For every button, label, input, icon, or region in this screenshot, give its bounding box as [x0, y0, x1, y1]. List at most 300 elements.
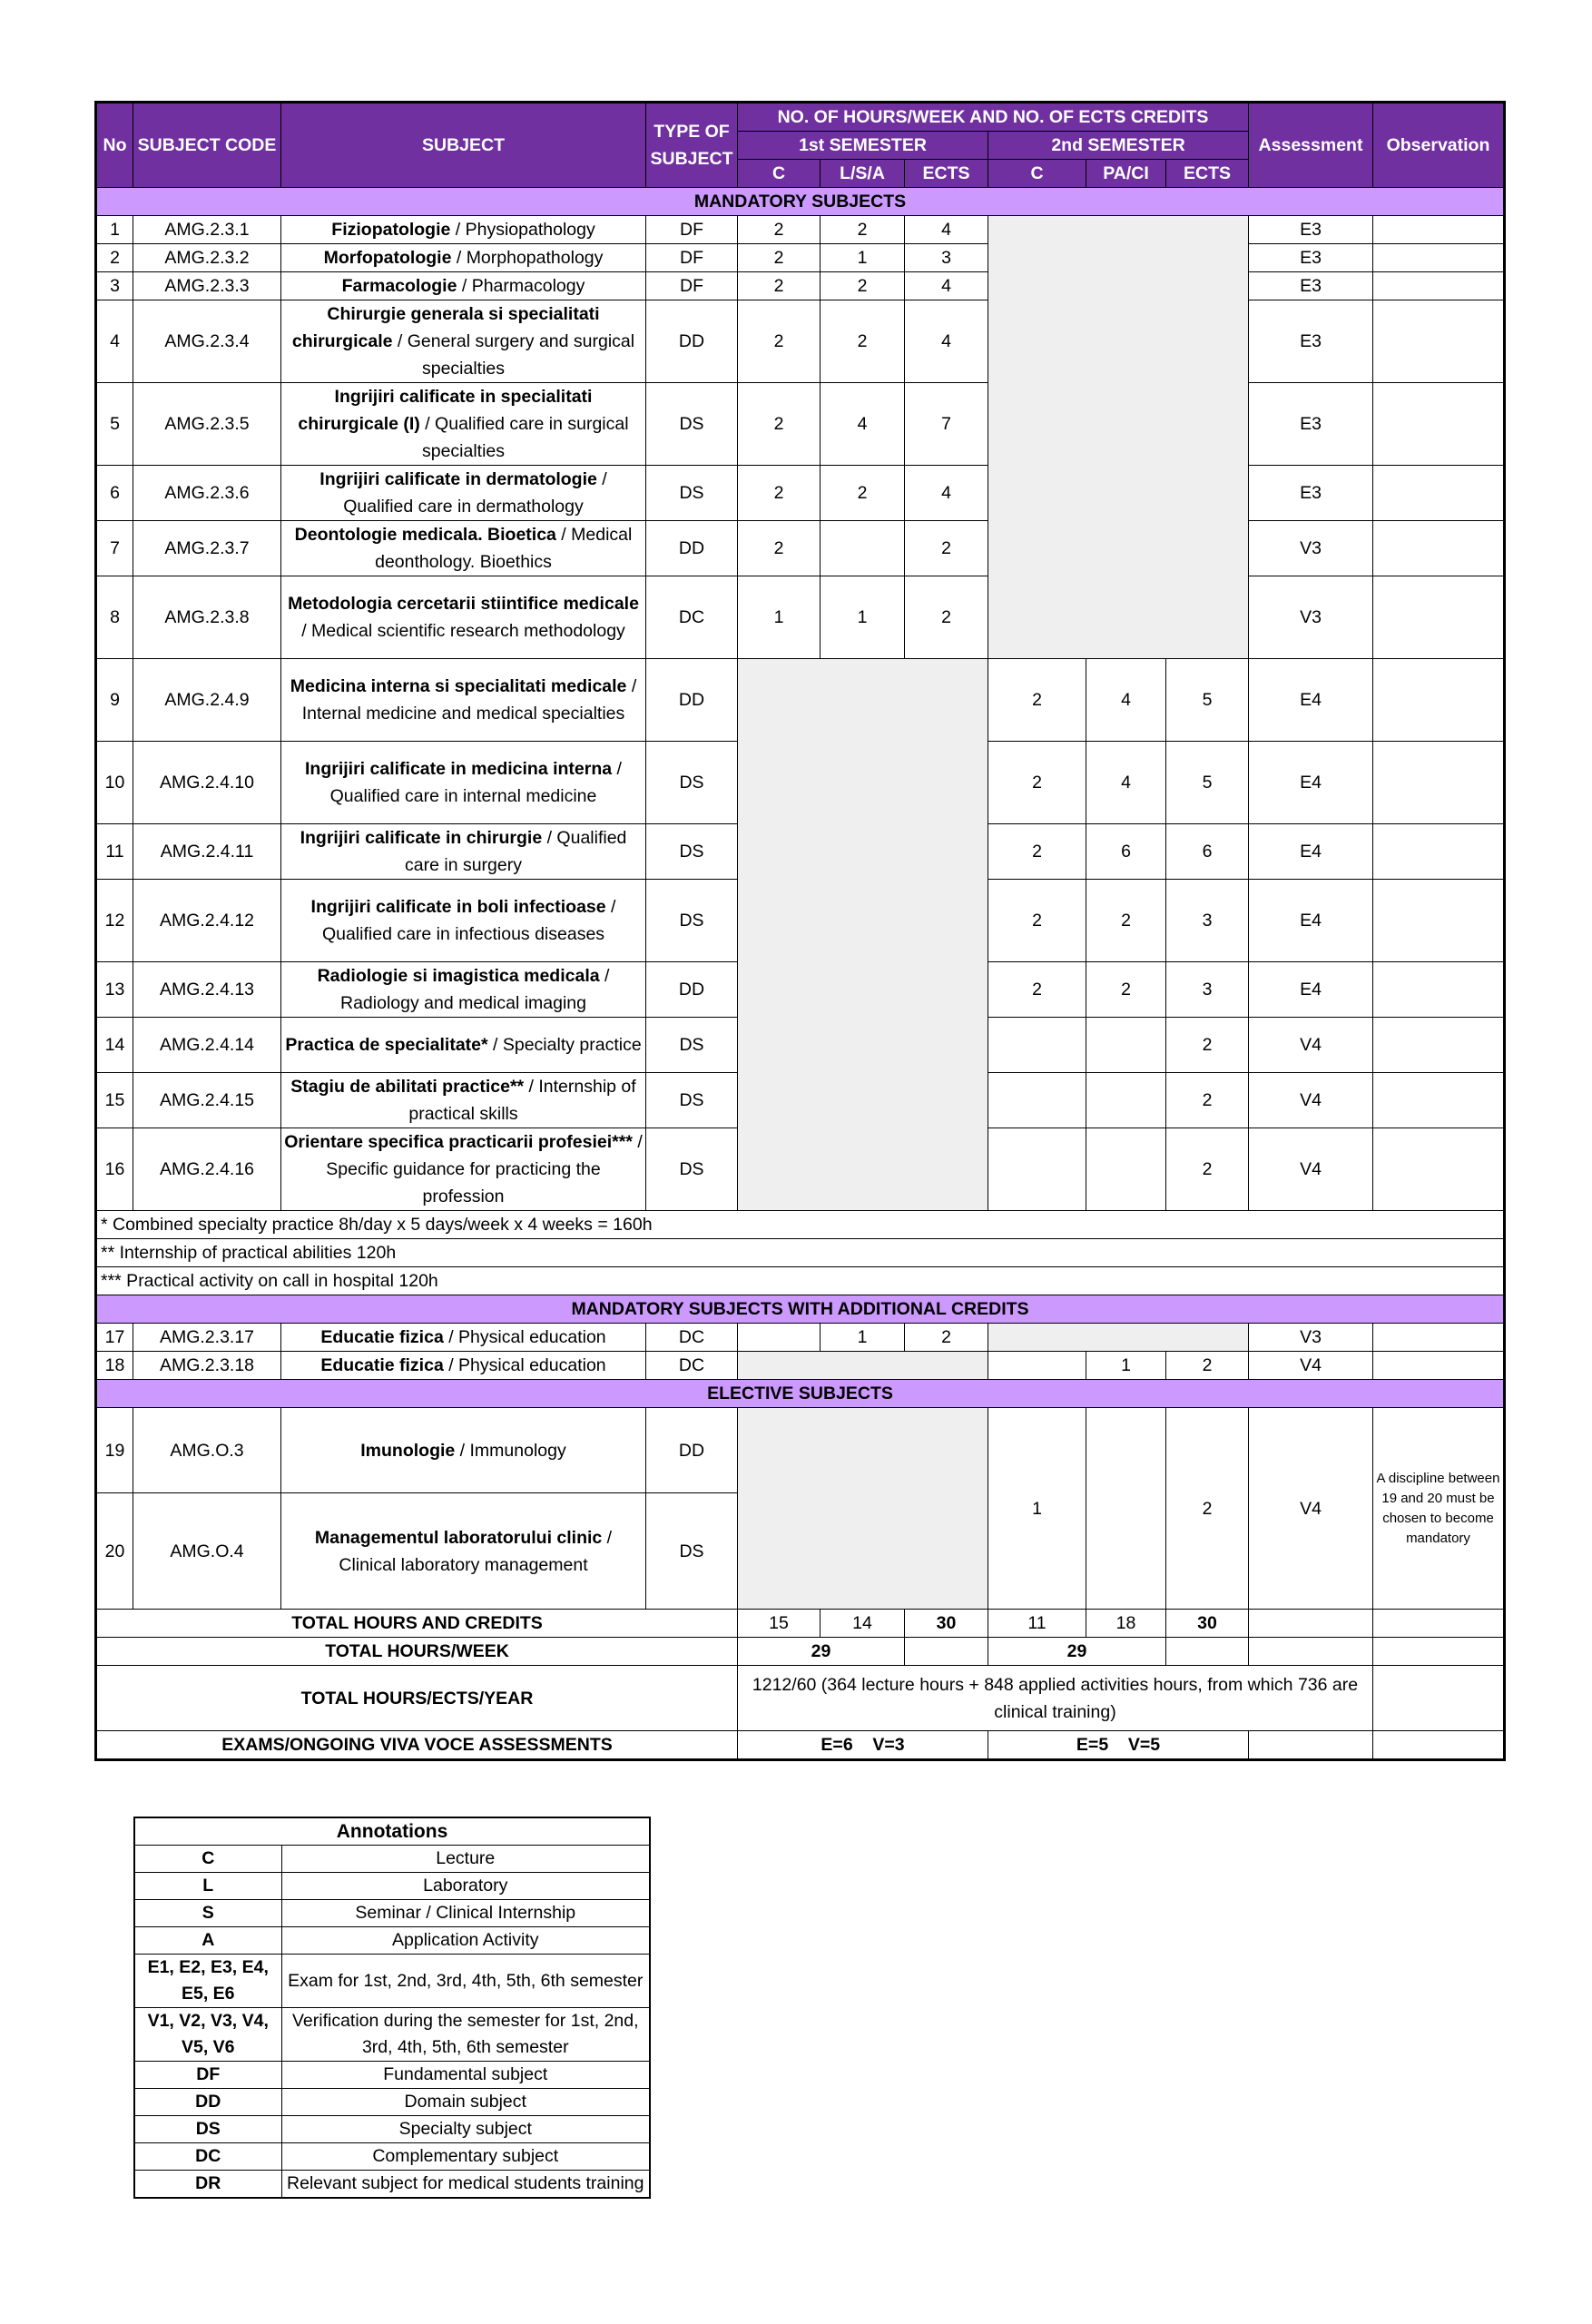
sem2-c [988, 1128, 1086, 1211]
subject-code: AMG.2.4.14 [133, 1018, 281, 1073]
sem1-c: 2 [738, 244, 821, 272]
empty [1249, 1731, 1373, 1760]
subject-code: AMG.2.3.18 [133, 1352, 281, 1380]
subject-name-ro: Ingrijiri calificate in medicina interna [305, 759, 613, 779]
sem1-ects: 3 [905, 244, 988, 272]
subject-code: AMG.2.3.4 [133, 300, 281, 383]
subject-name-en: / Qualified care in surgical specialties [419, 414, 629, 461]
sem2-paci: 1 [1086, 1352, 1166, 1380]
observation [1373, 216, 1505, 244]
subject-name-ro: Orientare specifica practicarii profesiei*** [284, 1132, 633, 1152]
sem1-ects: 4 [905, 216, 988, 244]
subject-name-ro: Farmacologie [341, 276, 457, 296]
sem1-lsa: 1 [821, 244, 905, 272]
row-number: 4 [96, 300, 133, 383]
sem2-c [988, 1073, 1086, 1128]
annotation-row [134, 2143, 650, 2171]
subject-type: DS [646, 1073, 738, 1128]
subject-code: AMG.2.3.6 [133, 466, 281, 521]
annotation-row [134, 2008, 650, 2062]
total-value: 11 [988, 1610, 1086, 1638]
annotation-value: Laboratory [281, 1873, 650, 1900]
row-number: 10 [96, 742, 133, 824]
sem2-c [988, 1018, 1086, 1073]
subject-name-en: / Morphopathology [451, 248, 604, 268]
annotation-value: Exam for 1st, 2nd, 3rd, 4th, 5th, 6th semester [281, 1955, 650, 2008]
subject-code: AMG.O.4 [133, 1493, 281, 1610]
sem1-lsa [821, 521, 905, 576]
subject-name-ro: Metodologia cercetarii stiintifice medicale [288, 594, 639, 614]
sem2-c: 2 [988, 962, 1086, 1018]
subject-type: DD [646, 659, 738, 742]
footnote-row [96, 1211, 1505, 1239]
annotation-key: DS [134, 2116, 281, 2143]
sem2-paci: 4 [1086, 659, 1166, 742]
totals-label: TOTAL HOURS/ECTS/YEAR [96, 1666, 738, 1731]
subject-code: AMG.2.4.15 [133, 1073, 281, 1128]
subject-name-ro: Practica de specialitate* [285, 1035, 488, 1055]
annotation-row [134, 2171, 650, 2199]
assessment: E3 [1249, 300, 1373, 383]
annotation-key: L [134, 1873, 281, 1900]
sem1-lsa: 2 [821, 300, 905, 383]
sem2-ects: 2 [1166, 1352, 1249, 1380]
sem2-c: 2 [988, 742, 1086, 824]
header-subject: SUBJECT [281, 103, 646, 188]
subject-code: AMG.2.4.9 [133, 659, 281, 742]
annotation-key: S [134, 1900, 281, 1927]
annotation-row [134, 2062, 650, 2089]
subject-name-ro: Educatie fizica [320, 1355, 444, 1375]
subject-row [96, 1324, 1505, 1352]
exams-sem1: E=6 V=3 [738, 1731, 988, 1760]
annotation-value: Complementary subject [281, 2143, 650, 2171]
assessment: E4 [1249, 824, 1373, 880]
header-paci: PA/CI [1086, 160, 1166, 188]
sem1-c: 2 [738, 272, 821, 300]
subject-code: AMG.O.3 [133, 1408, 281, 1493]
annotation-value: Relevant subject for medical students training [281, 2171, 650, 2199]
observation [1373, 824, 1505, 880]
subject-name [281, 216, 646, 244]
exams-sem2: E=5 V=5 [988, 1731, 1249, 1760]
row-number: 11 [96, 824, 133, 880]
subject-name-ro: Medicina interna si specialitati medicale [290, 676, 627, 696]
annotation-row [134, 1927, 650, 1955]
header-row-1 [96, 103, 1505, 132]
annotation-key: V1, V2, V3, V4, V5, V6 [134, 2008, 281, 2062]
total-week-sem2: 29 [988, 1638, 1166, 1666]
subject-row [96, 521, 1505, 576]
subject-name [281, 1493, 646, 1610]
header-ects-2: ECTS [1166, 160, 1249, 188]
subject-name [281, 1018, 646, 1073]
row-number: 9 [96, 659, 133, 742]
subject-type: DS [646, 1128, 738, 1211]
subject-type: DF [646, 216, 738, 244]
sem1-inactive [738, 1408, 988, 1610]
subject-name [281, 824, 646, 880]
subject-name-en: / Clinical laboratory management [339, 1527, 613, 1575]
subject-code: AMG.2.3.1 [133, 216, 281, 244]
row-number: 14 [96, 1018, 133, 1073]
subject-name-en: / Immunology [455, 1440, 566, 1461]
header-type: TYPE OF SUBJECT [646, 103, 738, 188]
observation [1373, 742, 1505, 824]
sem1-lsa: 2 [821, 216, 905, 244]
sem1-lsa: 1 [821, 1324, 905, 1352]
observation [1373, 1073, 1505, 1128]
subject-row [96, 1352, 1505, 1380]
observation [1373, 1018, 1505, 1073]
header-c-1: C [738, 160, 821, 188]
annotation-key: DD [134, 2089, 281, 2116]
sem1-ects: 7 [905, 383, 988, 466]
subject-name-en: / Internship of practical skills [408, 1077, 636, 1124]
subject-code: AMG.2.3.3 [133, 272, 281, 300]
subject-name-en: / Physiopathology [450, 220, 595, 240]
sem2-paci: 2 [1086, 880, 1166, 962]
assessment: V4 [1249, 1018, 1373, 1073]
subject-row [96, 383, 1505, 466]
subject-name-en: / Physical education [443, 1327, 606, 1347]
row-number: 15 [96, 1073, 133, 1128]
subject-type: DS [646, 383, 738, 466]
annotations-title: Annotations [134, 1817, 650, 1846]
sem2-inactive [988, 216, 1249, 659]
subject-type: DS [646, 824, 738, 880]
subject-name-ro: Ingrijiri calificate in boli infectioase [310, 897, 606, 917]
sem1-c: 2 [738, 383, 821, 466]
observation [1373, 880, 1505, 962]
subject-name-ro: Ingrijiri calificate in dermatologie [319, 469, 597, 489]
subject-name [281, 1408, 646, 1493]
subject-row [96, 272, 1505, 300]
subject-type: DS [646, 880, 738, 962]
section-title: MANDATORY SUBJECTS [96, 188, 1505, 216]
subject-type: DS [646, 466, 738, 521]
subject-name [281, 244, 646, 272]
subject-name [281, 272, 646, 300]
subject-name [281, 466, 646, 521]
sem2-ects: 2 [1166, 1128, 1249, 1211]
empty [1373, 1610, 1505, 1638]
observation [1373, 272, 1505, 300]
row-number: 12 [96, 880, 133, 962]
sem1-lsa: 2 [821, 466, 905, 521]
header-hours: NO. OF HOURS/WEEK AND NO. OF ECTS CREDITS [738, 103, 1249, 132]
header-lsa: L/S/A [821, 160, 905, 188]
totals-hours-credits-row [96, 1610, 1505, 1638]
curriculum-table [94, 101, 1506, 1761]
sem2-ects: 5 [1166, 659, 1249, 742]
sem1-ects: 2 [905, 1324, 988, 1352]
subject-name-en: / Medical scientific research methodology [301, 621, 625, 641]
subject-code: AMG.2.3.2 [133, 244, 281, 272]
assessment: E3 [1249, 466, 1373, 521]
subject-name-ro: Imunologie [360, 1440, 456, 1461]
header-assessment: Assessment [1249, 103, 1373, 188]
section-title: MANDATORY SUBJECTS WITH ADDITIONAL CREDITS [96, 1295, 1505, 1324]
subject-code: AMG.2.3.17 [133, 1324, 281, 1352]
row-number: 3 [96, 272, 133, 300]
annotation-value: Fundamental subject [281, 2062, 650, 2089]
row-number: 1 [96, 216, 133, 244]
sem1-c: 2 [738, 521, 821, 576]
subject-type: DS [646, 1018, 738, 1073]
sem2-ects: 3 [1166, 880, 1249, 962]
footnote: ** Internship of practical abilities 120h [96, 1239, 1505, 1267]
footnote-row [96, 1239, 1505, 1267]
sem1-inactive [738, 1352, 988, 1380]
row-number: 19 [96, 1408, 133, 1493]
sem2-paci: 4 [1086, 742, 1166, 824]
subject-row [96, 659, 1505, 742]
assessment: E4 [1249, 742, 1373, 824]
totals-year-row [96, 1666, 1505, 1731]
subject-code: AMG.2.4.11 [133, 824, 281, 880]
annotation-key: DF [134, 2062, 281, 2089]
row-number: 6 [96, 466, 133, 521]
header-no: No [96, 103, 133, 188]
subject-name [281, 383, 646, 466]
header-semester-1: 1st SEMESTER [738, 132, 988, 160]
sem2-paci [1086, 1018, 1166, 1073]
assessment: E3 [1249, 244, 1373, 272]
sem2-c: 1 [988, 1408, 1086, 1610]
subject-name-ro: Managementul laboratorului clinic [314, 1527, 603, 1548]
subject-name-ro: Fiziopatologie [331, 220, 451, 240]
assessment: E3 [1249, 272, 1373, 300]
footnote: *** Practical activity on call in hospital 120h [96, 1267, 1505, 1295]
observation [1373, 1352, 1505, 1380]
subject-type: DD [646, 962, 738, 1018]
subject-name-en: / Medical deonthology. Bioethics [375, 525, 633, 572]
subject-name [281, 1128, 646, 1211]
observation [1373, 576, 1505, 659]
subject-name [281, 1352, 646, 1380]
sem2-ects: 3 [1166, 962, 1249, 1018]
subject-type: DC [646, 576, 738, 659]
sem2-paci [1086, 1073, 1166, 1128]
empty [1249, 1610, 1373, 1638]
subject-type: DC [646, 1352, 738, 1380]
annotation-value: Specialty subject [281, 2116, 650, 2143]
subject-name-ro: Radiologie si imagistica medicala [317, 966, 600, 986]
subject-name [281, 300, 646, 383]
subject-name-ro: Ingrijiri calificate in specialitati chirurgicale (I) [298, 387, 593, 434]
subject-name-en: / Qualified care in dermathology [343, 469, 607, 517]
sem1-lsa: 2 [821, 272, 905, 300]
annotation-key: DR [134, 2171, 281, 2199]
sem1-lsa: 4 [821, 383, 905, 466]
total-value: 14 [821, 1610, 905, 1638]
observation [1373, 1324, 1505, 1352]
assessment: V4 [1249, 1408, 1373, 1610]
subject-name-en: / Specific guidance for practicing the profession [326, 1132, 643, 1206]
observation [1373, 1128, 1505, 1211]
totals-hours-week-row [96, 1638, 1505, 1666]
annotation-row [134, 2089, 650, 2116]
row-number: 16 [96, 1128, 133, 1211]
subject-name-en: / Pharmacology [457, 276, 585, 296]
annotations-table [133, 1817, 651, 2199]
row-number: 7 [96, 521, 133, 576]
observation [1373, 383, 1505, 466]
annotation-key: A [134, 1927, 281, 1955]
sem1-c [738, 1324, 821, 1352]
subject-name [281, 576, 646, 659]
observation [1373, 244, 1505, 272]
totals-label: TOTAL HOURS AND CREDITS [96, 1610, 738, 1638]
sem2-paci [1086, 1408, 1166, 1610]
subject-name [281, 880, 646, 962]
subject-row [96, 466, 1505, 521]
sem1-lsa: 1 [821, 576, 905, 659]
sem2-paci: 6 [1086, 824, 1166, 880]
sem1-c: 2 [738, 300, 821, 383]
section-mandatory [96, 188, 1505, 216]
subject-row [96, 1408, 1505, 1493]
annotation-key: C [134, 1846, 281, 1873]
subject-type: DF [646, 272, 738, 300]
observation [1373, 466, 1505, 521]
totals-label: TOTAL HOURS/WEEK [96, 1638, 738, 1666]
row-number: 5 [96, 383, 133, 466]
annotation-row [134, 1900, 650, 1927]
total-value: 30 [905, 1610, 988, 1638]
subject-row [96, 216, 1505, 244]
section-elective [96, 1380, 1505, 1408]
annotation-value: Lecture [281, 1846, 650, 1873]
subject-code: AMG.2.3.8 [133, 576, 281, 659]
sem2-paci [1086, 1128, 1166, 1211]
assessment: E3 [1249, 216, 1373, 244]
subject-name [281, 1324, 646, 1352]
footnote-row [96, 1267, 1505, 1295]
annotation-row [134, 2116, 650, 2143]
subject-type: DD [646, 1408, 738, 1493]
annotation-key: E1, E2, E3, E4, E5, E6 [134, 1955, 281, 2008]
observation: A discipline between 19 and 20 must be chosen to become mandatory [1373, 1408, 1505, 1610]
annotation-value: Application Activity [281, 1927, 650, 1955]
annotation-row [134, 1873, 650, 1900]
total-value: 18 [1086, 1610, 1166, 1638]
subject-row [96, 244, 1505, 272]
section-title: ELECTIVE SUBJECTS [96, 1380, 1505, 1408]
observation [1373, 659, 1505, 742]
subject-name-en: / Qualified care in infectious diseases [321, 897, 616, 944]
sem2-c: 2 [988, 880, 1086, 962]
row-number: 18 [96, 1352, 133, 1380]
annotation-value: Seminar / Clinical Internship [281, 1900, 650, 1927]
header-c-2: C [988, 160, 1086, 188]
annotation-value: Domain subject [281, 2089, 650, 2116]
header-subject-code: SUBJECT CODE [133, 103, 281, 188]
sem2-ects: 6 [1166, 824, 1249, 880]
assessment: V3 [1249, 521, 1373, 576]
assessment: E4 [1249, 659, 1373, 742]
subject-name-en: / Specialty practice [487, 1035, 642, 1055]
empty [1373, 1638, 1505, 1666]
subject-type: DS [646, 1493, 738, 1610]
total-year-value: 1212/60 (364 lecture hours + 848 applied activities hours, from which 736 are clinical training) [738, 1666, 1373, 1731]
annotation-row [134, 1955, 650, 2008]
assessment: E4 [1249, 962, 1373, 1018]
total-value: 15 [738, 1610, 821, 1638]
sem2-inactive [988, 1324, 1249, 1352]
row-number: 13 [96, 962, 133, 1018]
sem1-ects: 2 [905, 576, 988, 659]
observation [1373, 521, 1505, 576]
empty [1373, 1731, 1505, 1760]
subject-name-en: / Radiology and medical imaging [340, 966, 610, 1013]
subject-name [281, 521, 646, 576]
assessment: V4 [1249, 1128, 1373, 1211]
empty [1373, 1666, 1505, 1731]
subject-name [281, 659, 646, 742]
sem1-inactive [738, 659, 988, 1211]
empty [1166, 1638, 1249, 1666]
sem2-c: 2 [988, 824, 1086, 880]
row-number: 2 [96, 244, 133, 272]
subject-type: DF [646, 244, 738, 272]
subject-code: AMG.2.4.10 [133, 742, 281, 824]
header-observation: Observation [1373, 103, 1505, 188]
empty [905, 1638, 988, 1666]
subject-type: DS [646, 742, 738, 824]
subject-code: AMG.2.4.13 [133, 962, 281, 1018]
header-semester-2: 2nd SEMESTER [988, 132, 1249, 160]
subject-name-ro: Educatie fizica [320, 1327, 444, 1347]
annotation-key: DC [134, 2143, 281, 2171]
sem2-ects: 2 [1166, 1073, 1249, 1128]
sem2-ects: 5 [1166, 742, 1249, 824]
sem1-ects: 4 [905, 466, 988, 521]
section-additional [96, 1295, 1505, 1324]
subject-type: DC [646, 1324, 738, 1352]
sem1-ects: 2 [905, 521, 988, 576]
totals-exams-row [96, 1731, 1505, 1760]
sem2-paci: 2 [1086, 962, 1166, 1018]
subject-name-en: / Physical education [443, 1355, 606, 1375]
subject-row [96, 576, 1505, 659]
assessment: V4 [1249, 1073, 1373, 1128]
assessment: V4 [1249, 1352, 1373, 1380]
sem2-c: 2 [988, 659, 1086, 742]
total-value: 30 [1166, 1610, 1249, 1638]
subject-name [281, 742, 646, 824]
subject-name-ro: Stagiu de abilitati practice** [290, 1077, 525, 1097]
subject-type: DD [646, 300, 738, 383]
sem2-ects: 2 [1166, 1408, 1249, 1610]
row-number: 8 [96, 576, 133, 659]
subject-name [281, 962, 646, 1018]
subject-name-ro: Chirurgie generala si specialitati chirurgicale [291, 304, 600, 351]
subject-name-en: / Internal medicine and medical specialties [301, 676, 637, 724]
subject-name-ro: Ingrijiri calificate in chirurgie [300, 828, 543, 848]
sem2-c [988, 1352, 1086, 1380]
totals-label: EXAMS/ONGOING VIVA VOCE ASSESSMENTS [96, 1731, 738, 1760]
subject-code: AMG.2.3.5 [133, 383, 281, 466]
sem2-ects: 2 [1166, 1018, 1249, 1073]
assessment: V3 [1249, 1324, 1373, 1352]
sem1-ects: 4 [905, 272, 988, 300]
assessment: E4 [1249, 880, 1373, 962]
subject-code: AMG.2.4.16 [133, 1128, 281, 1211]
subject-name-ro: Deontologie medicala. Bioetica [294, 525, 556, 545]
subject-code: AMG.2.4.12 [133, 880, 281, 962]
